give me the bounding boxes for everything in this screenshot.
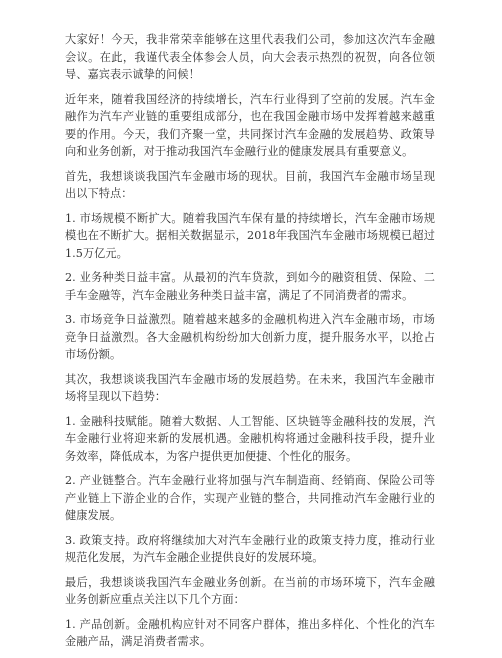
paragraph-trend-1: 1. 金融科技赋能。随着大数据、人工智能、区块链等金融科技的发展，汽车金融行业将迎来新的发展机遇。金融机构将通过金融科技手段，提升业务效率，降低成本，为客户提供更加便捷、个性化的服务。 <box>65 414 435 463</box>
paragraph-innovation-intro: 最后，我想谈谈我国汽车金融业务创新。在当前的市场环境下，汽车金融业务创新应重点关注以下几个方面： <box>65 575 435 606</box>
paragraph-market-status-intro: 首先，我想谈谈我国汽车金融市场的现状。目前，我国汽车金融市场呈现出以下特点： <box>65 169 435 200</box>
paragraph-market-point-3: 3. 市场竞争日益激烈。随着越来越多的金融机构进入汽车金融市场，市场竞争日益激烈。各大金融机构纷纷加大创新力度，提升服务水平，以抢占市场份额。 <box>65 313 435 361</box>
document-body <box>65 31 435 658</box>
paragraph-greeting: 大家好！今天，我非常荣幸能够在这里代表我们公司，参加这次汽车金融会议。在此，我谨代表全体参会人员，向大会表示热烈的祝贺，向各位领导、嘉宾表示诚挚的问候！ <box>65 33 435 81</box>
paragraph-innovation-1: 1. 产品创新。金融机构应针对不同客户群体，推出多样化、个性化的汽车金融产品，满足消费者需求。 <box>65 617 435 648</box>
paragraph-market-point-1: 1. 市场规模不断扩大。随着我国汽车保有量的持续增长，汽车金融市场规模也在不断扩大。据相关数据显示，2018年我国汽车金融市场规模已超过1.5万亿元。 <box>65 211 435 260</box>
paragraph-background: 近年来，随着我国经济的持续增长，汽车行业得到了空前的发展。汽车金融作为汽车产业链的重要组成部分，也在我国金融市场中发挥着越来越重要的作用。今天，我们齐聚一堂，共同探讨汽车金融的发展趋势、政策导向和业务创新，对于推动我国汽车金融行业的健康发展具有重要意义。 <box>65 92 435 158</box>
paragraph-trends-intro: 其次，我想谈谈我国汽车金融市场的发展趋势。在未来，我国汽车金融市场将呈现以下趋势： <box>65 372 435 403</box>
paragraph-trend-2: 2. 产业链整合。汽车金融行业将加强与汽车制造商、经销商、保险公司等产业链上下游企业的合作，实现产业链的整合，共同推动汽车金融行业的健康发展。 <box>65 474 435 522</box>
paragraph-trend-3: 3. 政策支持。政府将继续加大对汽车金融行业的政策支持力度，推动行业规范化发展，为汽车金融企业提供良好的发展环境。 <box>65 533 435 564</box>
paragraph-market-point-2: 2. 业务种类日益丰富。从最初的汽车贷款，到如今的融资租赁、保险、二手车金融等，汽车金融业务种类日益丰富，满足了不同消费者的需求。 <box>65 271 435 302</box>
